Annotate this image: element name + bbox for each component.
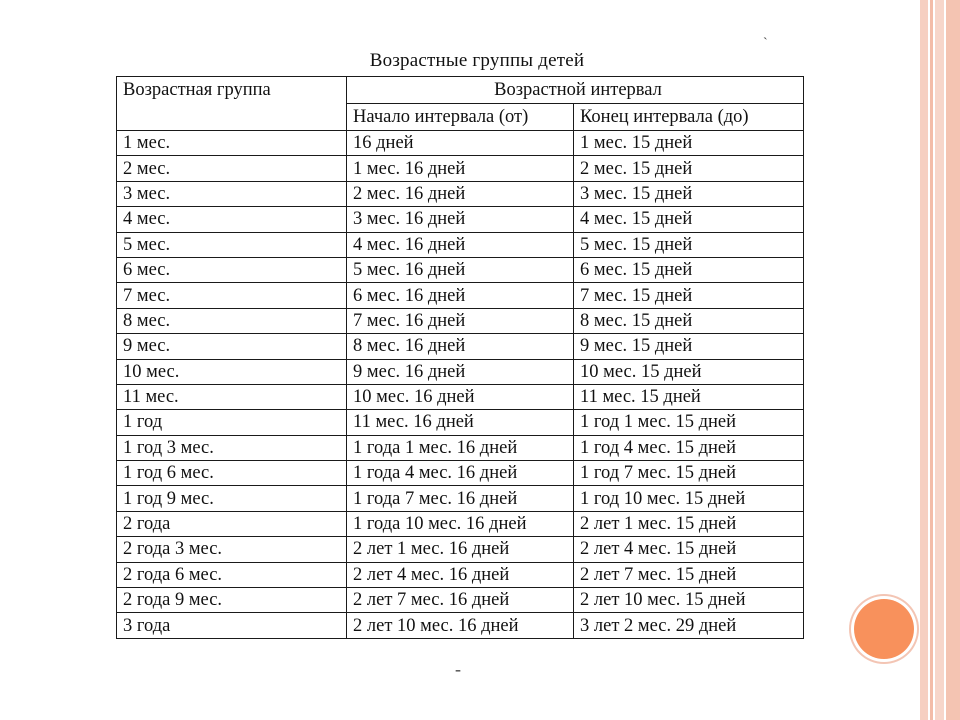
cell-interval-start: 10 мес. 16 дней [347, 384, 574, 409]
cell-interval-end: 5 мес. 15 дней [574, 232, 804, 257]
cell-interval-start: 2 мес. 16 дней [347, 181, 574, 206]
cell-interval-start: 6 мес. 16 дней [347, 283, 574, 308]
decorative-stripes [920, 0, 960, 720]
cell-age-group: 2 года [117, 511, 347, 536]
cell-age-group: 5 мес. [117, 232, 347, 257]
table-row [117, 257, 804, 282]
cell-interval-end: 10 мес. 15 дней [574, 359, 804, 384]
cell-interval-start: 1 года 10 мес. 16 дней [347, 511, 574, 536]
table-row [117, 486, 804, 511]
cell-interval-start: 8 мес. 16 дней [347, 334, 574, 359]
table-row [117, 588, 804, 613]
cell-age-group: 3 мес. [117, 181, 347, 206]
header-interval-start: Начало интервала (от) [347, 103, 574, 130]
cell-interval-end: 4 мес. 15 дней [574, 207, 804, 232]
cell-age-group: 11 мес. [117, 384, 347, 409]
table-row [117, 613, 804, 638]
table-caption-text: Возрастные группы детей [369, 50, 585, 71]
cell-interval-start: 11 мес. 16 дней [347, 410, 574, 435]
cell-interval-end: 2 лет 7 мес. 15 дней [574, 562, 804, 587]
cell-age-group: 3 года [117, 613, 347, 638]
cell-interval-start: 2 лет 1 мес. 16 дней [347, 537, 574, 562]
cell-interval-end: 3 мес. 15 дней [574, 181, 804, 206]
cell-interval-end: 1 год 7 мес. 15 дней [574, 461, 804, 486]
cell-age-group: 8 мес. [117, 308, 347, 333]
table-row [117, 181, 804, 206]
cell-age-group: 1 год 9 мес. [117, 486, 347, 511]
cell-age-group: 1 год 6 мес. [117, 461, 347, 486]
cell-age-group: 1 год [117, 410, 347, 435]
table-header-row [117, 77, 804, 104]
table-row [117, 232, 804, 257]
cell-age-group: 7 мес. [117, 283, 347, 308]
table-row [117, 308, 804, 333]
table-row [117, 283, 804, 308]
table-row [117, 410, 804, 435]
cell-interval-start: 16 дней [347, 131, 574, 156]
cell-age-group: 4 мес. [117, 207, 347, 232]
cell-interval-start: 2 лет 10 мес. 16 дней [347, 613, 574, 638]
cell-interval-end: 2 лет 1 мес. 15 дней [574, 511, 804, 536]
header-age-group: Возрастная группа [117, 77, 347, 131]
cell-interval-end: 6 мес. 15 дней [574, 257, 804, 282]
stray-mark-bottom: - [455, 659, 461, 679]
cell-interval-start: 1 года 1 мес. 16 дней [347, 435, 574, 460]
cell-age-group: 2 года 9 мес. [117, 588, 347, 613]
table-row [117, 384, 804, 409]
header-age-interval: Возрастной интервал [347, 77, 804, 104]
cell-interval-start: 2 лет 4 мес. 16 дней [347, 562, 574, 587]
cell-age-group: 1 год 3 мес. [117, 435, 347, 460]
cell-interval-end: 11 мес. 15 дней [574, 384, 804, 409]
cell-age-group: 2 года 6 мес. [117, 562, 347, 587]
cell-interval-start: 7 мес. 16 дней [347, 308, 574, 333]
cell-interval-end: 1 мес. 15 дней [574, 131, 804, 156]
cell-age-group: 9 мес. [117, 334, 347, 359]
cell-interval-end: 9 мес. 15 дней [574, 334, 804, 359]
cell-interval-end: 2 мес. 15 дней [574, 156, 804, 181]
stripe [946, 0, 960, 720]
table-row [117, 511, 804, 536]
table-row [117, 207, 804, 232]
cell-age-group: 6 мес. [117, 257, 347, 282]
cell-interval-end: 2 лет 4 мес. 15 дней [574, 537, 804, 562]
cell-interval-end: 7 мес. 15 дней [574, 283, 804, 308]
cell-interval-end: 3 лет 2 мес. 29 дней [574, 613, 804, 638]
cell-interval-end: 1 год 1 мес. 15 дней [574, 410, 804, 435]
cell-interval-start: 4 мес. 16 дней [347, 232, 574, 257]
header-interval-end: Конец интервала (до) [574, 103, 804, 130]
cell-interval-end: 2 лет 10 мес. 15 дней [574, 588, 804, 613]
table-row [117, 359, 804, 384]
table-row [117, 131, 804, 156]
cell-interval-start: 3 мес. 16 дней [347, 207, 574, 232]
table-row [117, 435, 804, 460]
cell-interval-start: 1 года 7 мес. 16 дней [347, 486, 574, 511]
cell-age-group: 1 мес. [117, 131, 347, 156]
stripe [920, 0, 928, 720]
table-row [117, 461, 804, 486]
table-row [117, 537, 804, 562]
table-body [117, 131, 804, 639]
cell-interval-end: 8 мес. 15 дней [574, 308, 804, 333]
table-row [117, 156, 804, 181]
stripe [935, 0, 944, 720]
cell-age-group: 2 года 3 мес. [117, 537, 347, 562]
table-row [117, 562, 804, 587]
table-caption [0, 50, 960, 72]
cell-interval-start: 2 лет 7 мес. 16 дней [347, 588, 574, 613]
cell-age-group: 10 мес. [117, 359, 347, 384]
stray-mark-top: ` [763, 36, 768, 51]
cell-interval-end: 1 год 4 мес. 15 дней [574, 435, 804, 460]
age-groups-table [116, 76, 804, 639]
table-row [117, 334, 804, 359]
cell-interval-end: 1 год 10 мес. 15 дней [574, 486, 804, 511]
stripe [930, 0, 933, 720]
cell-interval-start: 9 мес. 16 дней [347, 359, 574, 384]
cell-interval-start: 5 мес. 16 дней [347, 257, 574, 282]
orange-circle-decoration [854, 599, 914, 659]
cell-interval-start: 1 мес. 16 дней [347, 156, 574, 181]
cell-interval-start: 1 года 4 мес. 16 дней [347, 461, 574, 486]
cell-age-group: 2 мес. [117, 156, 347, 181]
